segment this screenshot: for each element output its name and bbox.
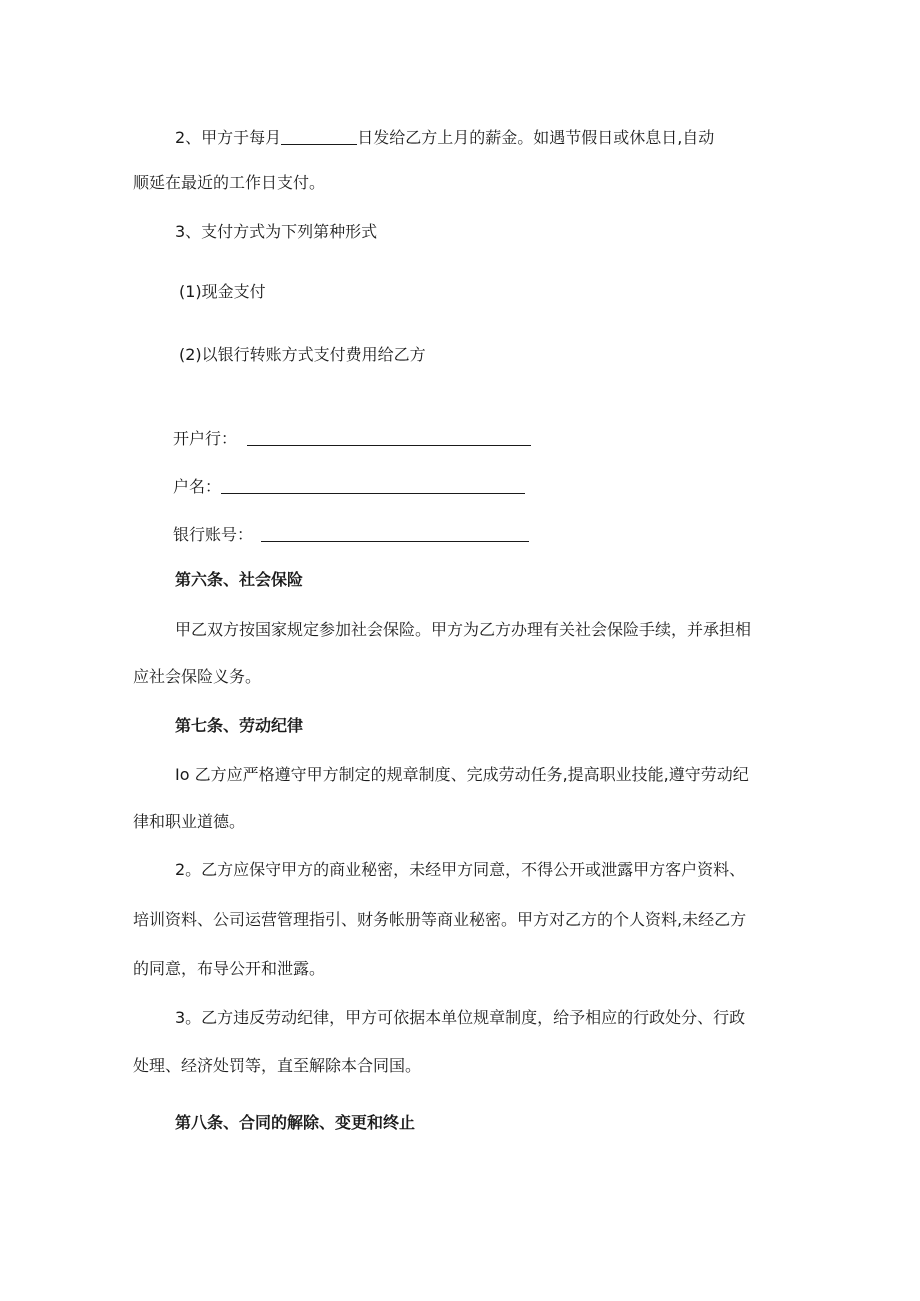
sec7-item2-line3: 的同意，布导公开和泄露。 <box>133 959 326 978</box>
bank-name-label: 开户行： <box>173 429 238 448</box>
sec7-item3-line1: 3。乙方违反劳动纪律，甲方可依据本单位规章制度，给予相应的行政处分、行政 <box>175 1008 746 1027</box>
sec6-para-line1: 甲乙双方按国家规定参加社会保险。甲方为乙方办理有关社会保险手续，并承担相 <box>175 620 752 639</box>
sec7-item2-line1: 2。乙方应保守甲方的商业秘密，未经甲方同意，不得公开或泄露甲方客户资料、 <box>175 860 746 879</box>
account-number-blank <box>261 525 529 542</box>
sec7-item2-line2: 培训资料、公司运营管理指引、财务帐册等商业秘密。甲方对乙方的个人资料,未经乙方 <box>133 910 747 929</box>
account-number-label: 银行账号： <box>173 525 254 544</box>
sec8-heading: 第八条、合同的解除、变更和终止 <box>175 1113 416 1132</box>
sec7-heading: 第七条、劳动纪律 <box>175 716 304 735</box>
sec6-para-line2: 应社会保险义务。 <box>133 667 262 686</box>
sec6-heading: 第六条、社会保险 <box>175 570 304 589</box>
sec7-item1-line1: Io 乙方应严格遵守甲方制定的规章制度、完成劳动任务,提高职业技能,遵守劳动纪 <box>175 765 749 784</box>
sec5-item2-line1 <box>175 126 714 148</box>
sec5-option1: (1)现金支付 <box>179 282 266 301</box>
sec7-item1-line2: 律和职业道德。 <box>133 812 246 831</box>
sec5-item3: 3、支付方式为下列第种形式 <box>175 222 378 241</box>
payday-blank <box>281 128 357 145</box>
sec5-item2-text-a: 2、甲方于每月 <box>175 128 282 147</box>
account-name-label: 户名： <box>173 477 222 496</box>
account-name-blank <box>221 477 525 494</box>
sec5-item2-line2: 顺延在最近的工作日支付。 <box>133 173 326 192</box>
sec5-option2: (2)以银行转账方式支付费用给乙方 <box>179 345 426 364</box>
sec7-item3-line2: 处理、经济处罚等，直至解除本合同国。 <box>133 1056 422 1075</box>
account-name-row <box>173 475 525 497</box>
sec5-item2-text-b: 日发给乙方上月的薪金。如遇节假日或休息日,自动 <box>357 128 715 147</box>
account-number-row <box>173 523 529 545</box>
bank-name-row <box>173 427 531 449</box>
bank-name-blank <box>247 429 531 446</box>
